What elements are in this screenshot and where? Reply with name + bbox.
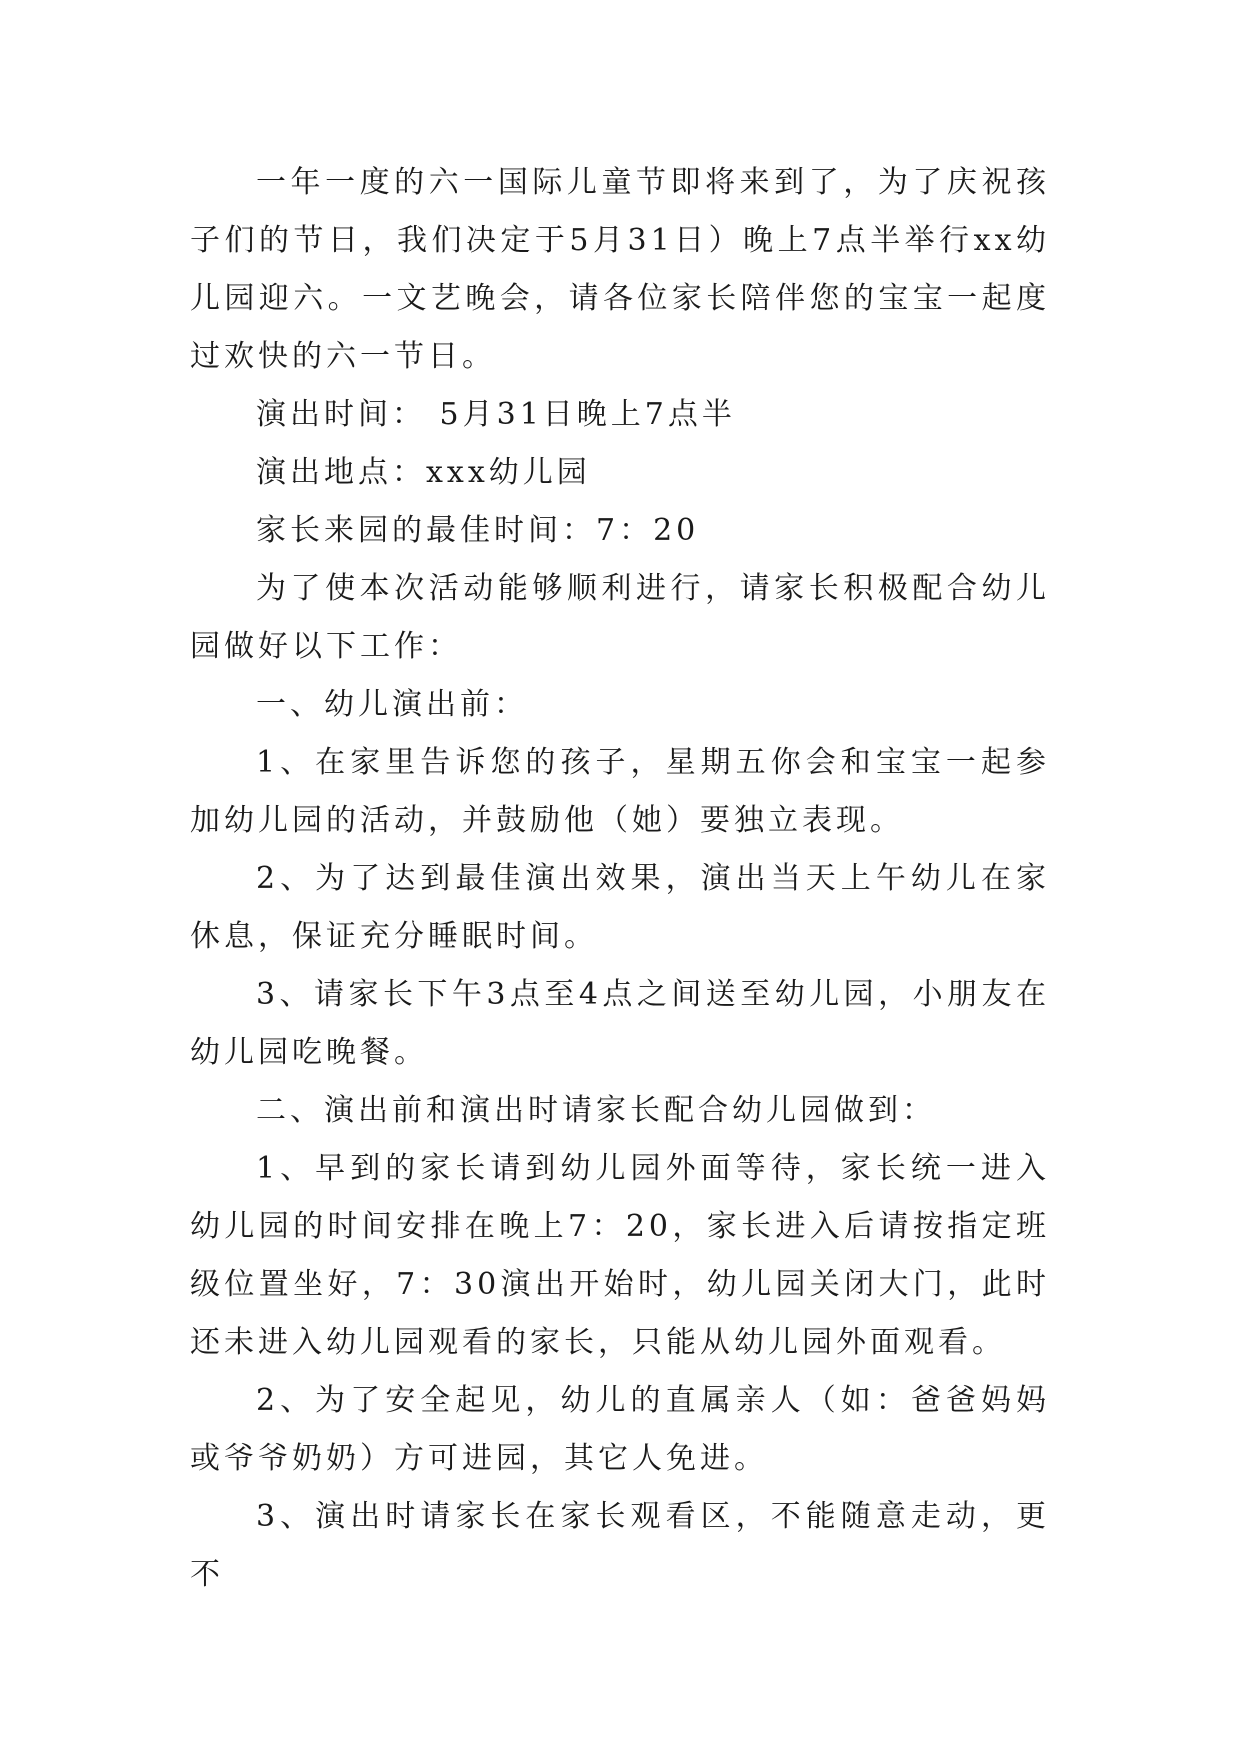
cooperation-request: 为了使本次活动能够顺利进行，请家长积极配合幼儿园做好以下工作： — [190, 571, 1050, 664]
intro-paragraph: 一年一度的六一国际儿童节即将来到了，为了庆祝孩子们的节日，我们决定于5月31日）晚上7点半举行xx幼儿园迎六。一文艺晚会，请各位家长陪伴您的宝宝一起度过欢快的六一节日。 — [190, 165, 1050, 374]
list-item: 2、为了达到最佳演出效果，演出当天上午幼儿在家休息，保证充分睡眠时间。 — [190, 861, 1050, 954]
list-item: 1、在家里告诉您的孩子，星期五你会和宝宝一起参加幼儿园的活动，并鼓励他（她）要独立表现。 — [190, 745, 1050, 838]
section-heading-during-performance: 二、演出前和演出时请家长配合幼儿园做到： — [256, 1093, 936, 1128]
document-body — [190, 154, 1050, 1604]
list-item: 3、请家长下午3点至4点之间送至幼儿园，小朋友在幼儿园吃晚餐。 — [190, 977, 1050, 1070]
list-item: 2、为了安全起见，幼儿的直属亲人（如：爸爸妈妈或爷爷奶奶）方可进园，其它人免进。 — [190, 1383, 1050, 1476]
section-heading-before-performance: 一、幼儿演出前： — [256, 687, 528, 722]
performance-location: 演出地点：xxx幼儿园 — [256, 455, 591, 490]
list-item: 3、演出时请家长在家长观看区，不能随意走动，更不 — [190, 1499, 1050, 1592]
performance-time: 演出时间： 5月31日晚上7点半 — [256, 397, 736, 432]
best-arrival-time: 家长来园的最佳时间：7：20 — [256, 513, 700, 548]
list-item: 1、早到的家长请到幼儿园外面等待，家长统一进入幼儿园的时间安排在晚上7：20，家长进入后请按指定班级位置坐好，7：30演出开始时，幼儿园关闭大门，此时还未进入幼儿园观看的家长，只能从幼儿园外面观看。 — [190, 1151, 1050, 1360]
